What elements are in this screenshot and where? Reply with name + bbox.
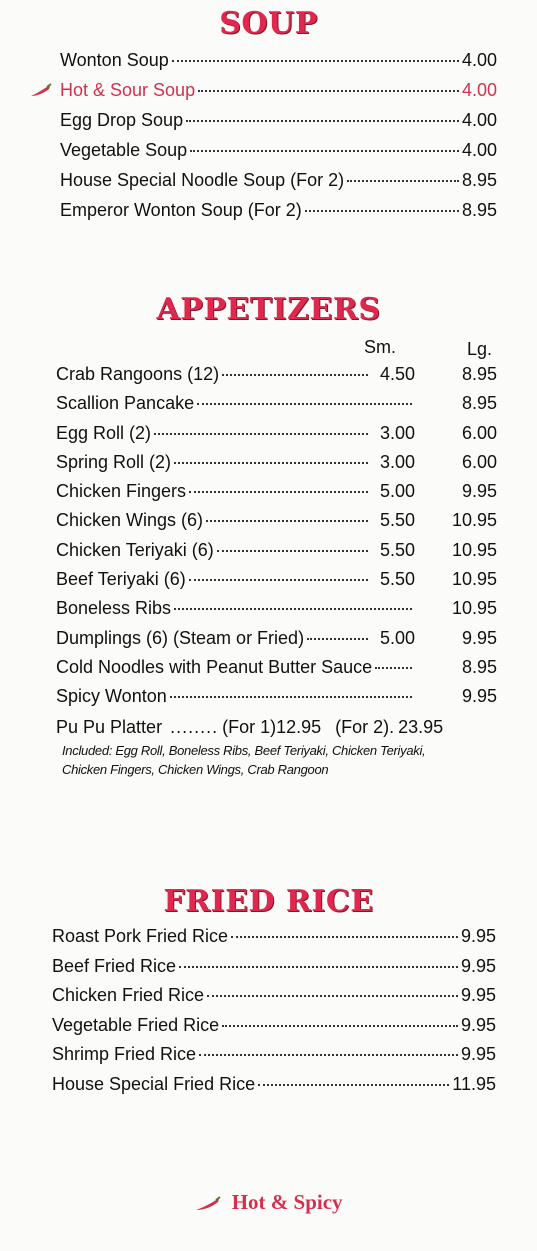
menu-item	[56, 423, 497, 443]
menu-item	[60, 140, 497, 160]
dot-leader	[190, 150, 459, 152]
item-name: Shrimp Fried Rice	[52, 1044, 197, 1064]
item-price-large: 8.95	[461, 656, 497, 677]
item-price: 4.00	[461, 80, 497, 100]
item-name: Egg Drop Soup	[60, 110, 184, 130]
menu-item	[56, 569, 497, 589]
item-name: Beef Teriyaki (6)	[56, 569, 186, 590]
fried-rice-list	[52, 926, 496, 1103]
item-price-large: 9.95	[461, 686, 497, 707]
menu-item	[52, 926, 496, 946]
dot-leader	[307, 638, 368, 640]
item-name: Crab Rangoons (12)	[56, 364, 220, 384]
item-price-large: 9.95	[461, 627, 497, 648]
item-price: 11.95	[452, 1073, 496, 1094]
menu-item	[56, 364, 497, 384]
menu-item	[56, 510, 497, 530]
item-price-large: 9.95	[461, 481, 497, 502]
item-price: 4.00	[461, 110, 497, 130]
dot-leader	[375, 667, 412, 669]
item-price: 4.00	[461, 50, 497, 70]
dot-leader	[305, 210, 459, 212]
pupu-platter-row	[56, 717, 497, 737]
menu-item	[56, 481, 497, 501]
item-price-large: 8.95	[461, 393, 497, 414]
item-name: Chicken Wings (6)	[56, 510, 204, 531]
item-price: 4.00	[461, 140, 497, 160]
item-price-small: 5.00	[379, 481, 415, 502]
soup-list	[60, 50, 497, 230]
item-price-large: 6.00	[461, 422, 497, 443]
dot-leader	[189, 491, 368, 493]
dot-leader	[172, 60, 459, 62]
dot-leader	[347, 180, 459, 182]
item-name: Egg Roll (2)	[56, 422, 152, 443]
dot-leader	[222, 1025, 458, 1027]
menu-item	[56, 393, 497, 413]
item-price-large: 10.95	[451, 598, 497, 619]
large-column-header: Lg.	[467, 339, 493, 359]
item-price-small: 3.00	[379, 422, 415, 443]
menu-item	[60, 170, 497, 190]
dot-leader	[217, 550, 368, 552]
menu-item	[56, 598, 497, 618]
item-name: Chicken Teriyaki (6)	[56, 539, 214, 560]
legend-label: Hot & Spicy	[231, 1190, 343, 1214]
pupu-for2-label: (For 2)	[335, 717, 390, 737]
item-price-large: 10.95	[451, 510, 497, 531]
menu-item	[60, 50, 497, 70]
pupu-note-line2: Chicken Fingers, Chicken Wings, Crab Rangoon	[62, 762, 329, 777]
item-name: House Special Noodle Soup (For 2)	[60, 170, 345, 190]
item-name: Spicy Wonton	[56, 686, 167, 707]
item-price: 9.95	[460, 955, 496, 976]
menu-item	[56, 452, 497, 472]
item-price-small: 3.00	[379, 451, 415, 472]
item-price-small: 5.00	[379, 627, 415, 648]
menu-item	[60, 200, 497, 220]
item-name: Hot & Sour Soup	[60, 80, 196, 100]
dot-leader	[198, 90, 459, 92]
small-column-header: Sm.	[364, 337, 397, 357]
dot-leader	[258, 1084, 449, 1086]
menu-item	[56, 686, 497, 706]
item-price: 8.95	[461, 170, 497, 190]
dot-leader	[179, 966, 458, 968]
pupu-for2-price: 23.95	[398, 717, 444, 737]
dot-leader	[207, 995, 458, 997]
pupu-dots: ........	[170, 717, 219, 737]
item-name: Beef Fried Rice	[52, 955, 177, 976]
pupu-note-line1: Included: Egg Roll, Boneless Ribs, Beef Teriyaki, Chicken Teriyaki,	[62, 743, 426, 758]
menu-item	[56, 628, 497, 648]
item-price-large: 8.95	[461, 364, 497, 384]
menu-item	[60, 80, 497, 100]
chili-pepper-icon	[194, 1196, 222, 1212]
appetizers-title: APPETIZERS	[156, 292, 381, 327]
dot-leader	[170, 696, 412, 698]
item-price: 9.95	[460, 926, 496, 946]
menu-item	[52, 1074, 496, 1094]
item-price-large: 10.95	[451, 569, 497, 590]
item-name: Vegetable Soup	[60, 140, 188, 160]
dot-leader	[174, 608, 412, 610]
dot-leader	[197, 403, 412, 405]
item-price: 9.95	[460, 1014, 496, 1035]
dot-leader	[231, 936, 458, 938]
fried-rice-title: FRIED RICE	[163, 884, 374, 919]
menu-item	[56, 540, 497, 560]
pupu-for1-price: 12.95	[276, 717, 322, 737]
item-price-small: 5.50	[379, 510, 415, 531]
item-price-large: 10.95	[451, 539, 497, 560]
item-name: House Special Fried Rice	[52, 1073, 256, 1094]
item-name: Chicken Fingers	[56, 481, 187, 502]
pupu-for1-label: (For 1)	[222, 717, 277, 737]
dot-leader	[206, 520, 368, 522]
item-name: Wonton Soup	[60, 50, 169, 70]
item-name: Emperor Wonton Soup (For 2)	[60, 200, 302, 220]
dot-leader	[154, 433, 368, 435]
item-price-small: 5.50	[379, 569, 415, 590]
item-name: Dumplings (6) (Steam or Fried)	[56, 627, 305, 648]
dot-leader	[189, 579, 368, 581]
item-name: Roast Pork Fried Rice	[52, 926, 229, 946]
menu-item	[52, 985, 496, 1005]
item-name: Scallion Pancake	[56, 393, 195, 414]
menu-item	[52, 1044, 496, 1064]
pupu-name: Pu Pu Platter	[56, 717, 163, 737]
item-price-large: 6.00	[461, 451, 497, 472]
soup-title: SOUP	[219, 6, 318, 41]
item-name: Boneless Ribs	[56, 598, 172, 619]
menu-item	[52, 1015, 496, 1035]
item-name: Spring Roll (2)	[56, 451, 172, 472]
item-name: Cold Noodles with Peanut Butter Sauce	[56, 656, 373, 677]
menu-item	[56, 657, 497, 677]
item-price: 9.95	[460, 985, 496, 1005]
item-price: 8.95	[461, 200, 497, 220]
pupu-dot-sep: .	[389, 717, 395, 737]
item-name: Chicken Fried Rice	[52, 985, 205, 1005]
appetizers-list	[56, 364, 497, 716]
item-name: Vegetable Fried Rice	[52, 1014, 220, 1035]
chili-pepper-icon	[30, 83, 52, 97]
hot-spicy-legend	[0, 1190, 537, 1215]
dot-leader	[222, 374, 368, 376]
dot-leader	[186, 120, 459, 122]
menu-item	[52, 956, 496, 976]
dot-leader	[199, 1054, 458, 1056]
item-price-small: 4.50	[379, 364, 415, 384]
menu-item	[60, 110, 497, 130]
dot-leader	[174, 462, 368, 464]
item-price: 9.95	[460, 1044, 496, 1064]
item-price-small: 5.50	[379, 539, 415, 560]
